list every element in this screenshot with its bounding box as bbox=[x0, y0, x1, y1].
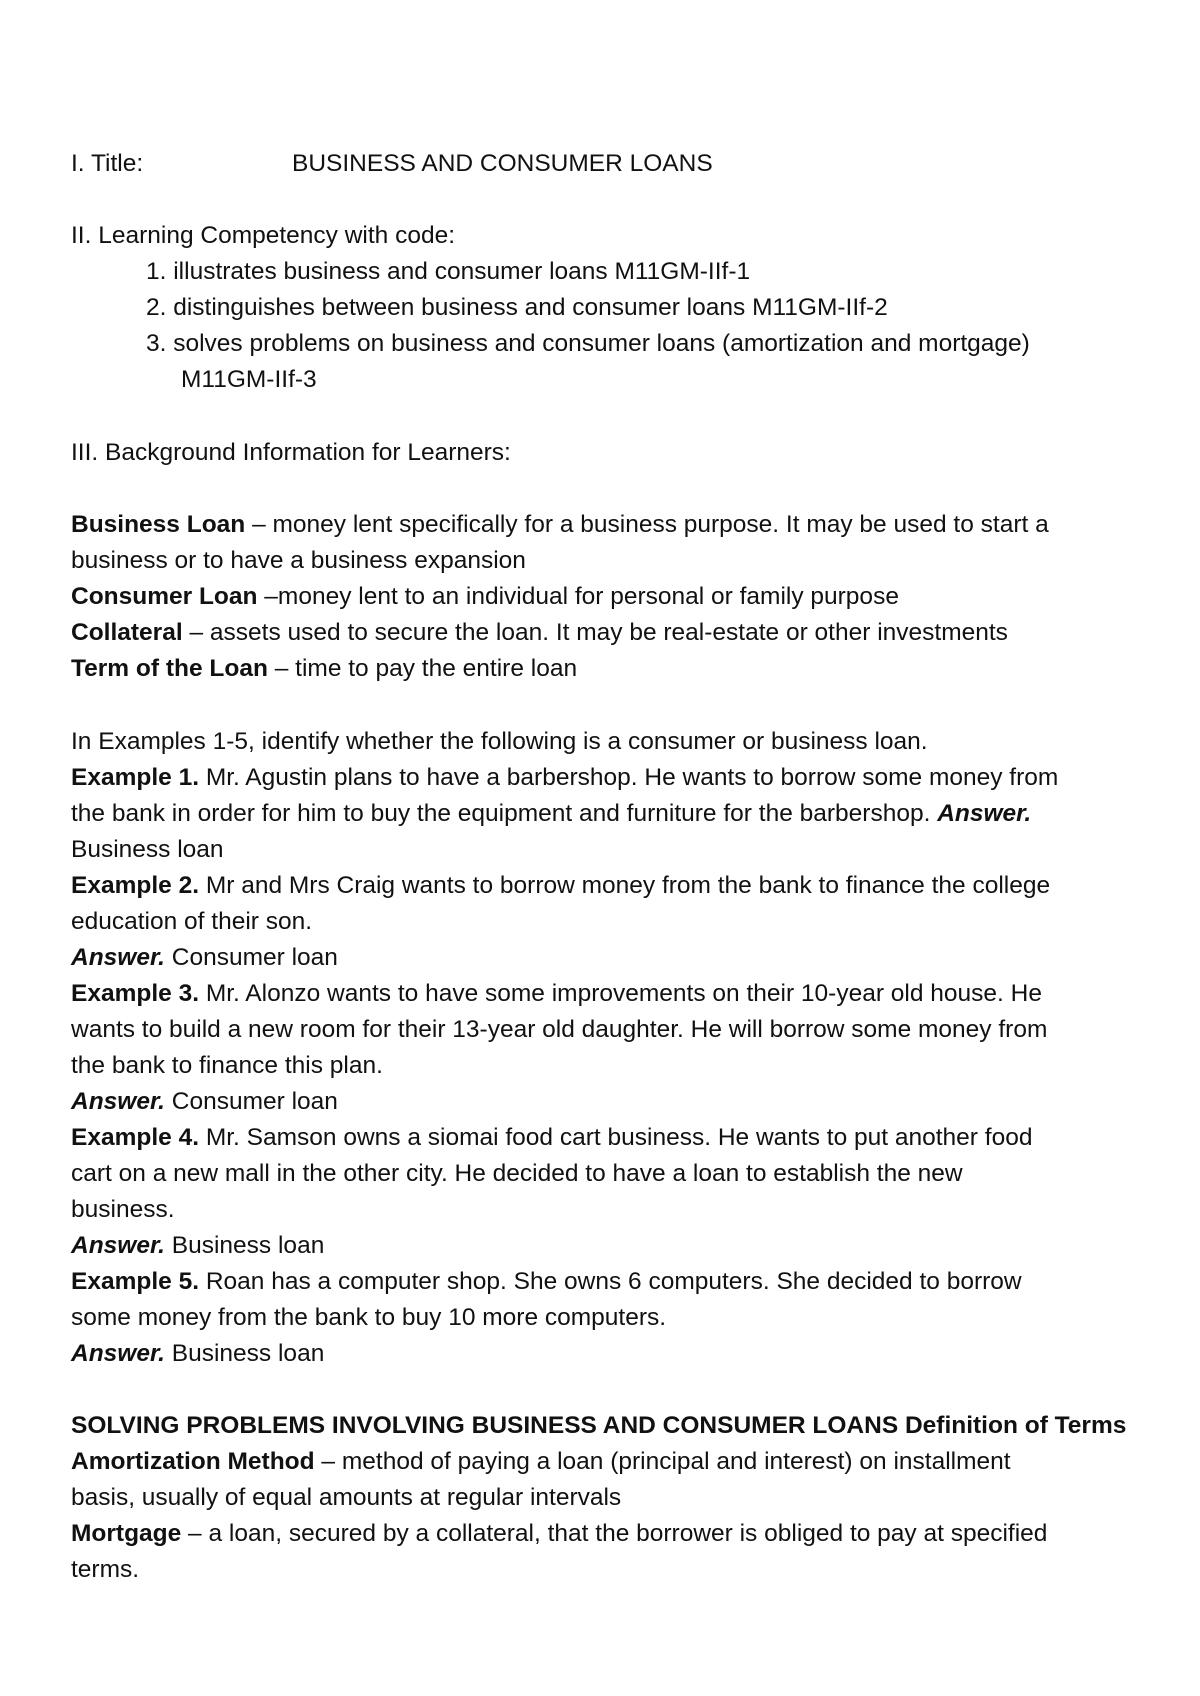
term-label: Mortgage bbox=[71, 1520, 182, 1547]
competency-item: M11GM-IIf-3 bbox=[181, 366, 317, 393]
example-label: Example 5. bbox=[71, 1268, 200, 1295]
example-4-line bbox=[71, 1120, 1032, 1156]
example-1-line bbox=[71, 796, 1031, 832]
example-text: Roan has a computer shop. She owns 6 computers. She decided to borrow bbox=[199, 1268, 1022, 1295]
example-text: Mr. Alonzo wants to have some improvements on their 10-year old house. He bbox=[199, 980, 1042, 1007]
example-5-line: some money from the bank to buy 10 more computers. bbox=[71, 1304, 667, 1331]
example-2-line bbox=[71, 868, 1050, 904]
example-4-line: business. bbox=[71, 1196, 175, 1223]
example-2-line: education of their son. bbox=[71, 908, 313, 935]
example-1-line bbox=[71, 760, 1058, 796]
definition-term bbox=[71, 651, 577, 687]
title-value: BUSINESS AND CONSUMER LOANS bbox=[292, 150, 713, 177]
term-label: Business Loan bbox=[71, 511, 246, 538]
term-text: – a loan, secured by a collateral, that the borrower is obliged to pay at specified bbox=[181, 1520, 1048, 1547]
example-label: Example 4. bbox=[71, 1124, 200, 1151]
example-1-answer: Business loan bbox=[71, 836, 224, 863]
term-text: – money lent specifically for a business purpose. It may be used to start a bbox=[245, 511, 1049, 538]
example-text: Mr. Samson owns a siomai food cart business. He wants to put another food bbox=[199, 1124, 1033, 1151]
answer-text: Business loan bbox=[164, 1340, 325, 1367]
answer-label: Answer. bbox=[71, 1232, 165, 1259]
competency-heading: II. Learning Competency with code: bbox=[71, 222, 456, 249]
example-3-answer bbox=[71, 1084, 338, 1120]
example-4-line: cart on a new mall in the other city. He decided to have a loan to establish the new bbox=[71, 1160, 963, 1187]
definition-amortization bbox=[71, 1444, 1011, 1480]
term-label: Consumer Loan bbox=[71, 583, 258, 610]
example-text: the bank in order for him to buy the equipment and furniture for the barbershop. bbox=[71, 800, 938, 827]
example-label: Example 2. bbox=[71, 872, 200, 899]
answer-label: Answer. bbox=[937, 800, 1032, 827]
example-label: Example 3. bbox=[71, 980, 200, 1007]
term-label: Collateral bbox=[71, 619, 183, 646]
definition-business-loan-cont: business or to have a business expansion bbox=[71, 547, 526, 574]
answer-text: Business loan bbox=[164, 1232, 325, 1259]
examples-intro: In Examples 1-5, identify whether the following is a consumer or business loan. bbox=[71, 728, 928, 755]
definition-collateral bbox=[71, 615, 1008, 651]
section-heading: SOLVING PROBLEMS INVOLVING BUSINESS AND CONSUMER LOANS Definition of Terms bbox=[71, 1412, 1127, 1439]
term-text: – method of paying a loan (principal and interest) on installment bbox=[314, 1448, 1011, 1475]
background-heading: III. Background Information for Learners: bbox=[71, 439, 511, 466]
example-3-line: wants to build a new room for their 13-year old daughter. He will borrow some money from bbox=[71, 1016, 1048, 1043]
answer-label: Answer. bbox=[71, 1340, 165, 1367]
definition-consumer-loan bbox=[71, 579, 899, 615]
definition-amortization-cont: basis, usually of equal amounts at regular intervals bbox=[71, 1484, 622, 1511]
competency-item: 2. distinguishes between business and consumer loans M11GM-IIf-2 bbox=[146, 294, 888, 321]
term-text: – assets used to secure the loan. It may be real-estate or other investments bbox=[182, 619, 1008, 646]
term-text: –money lent to an individual for personal or family purpose bbox=[257, 583, 899, 610]
answer-text: Consumer loan bbox=[164, 944, 338, 971]
competency-item: 3. solves problems on business and consumer loans (amortization and mortgage) bbox=[146, 330, 1030, 357]
example-4-answer bbox=[71, 1228, 324, 1264]
example-2-answer bbox=[71, 940, 338, 976]
example-label: Example 1. bbox=[71, 764, 200, 791]
term-text: – time to pay the entire loan bbox=[267, 655, 578, 682]
example-5-answer bbox=[71, 1336, 324, 1372]
answer-text: Consumer loan bbox=[164, 1088, 338, 1115]
answer-label: Answer. bbox=[71, 1088, 165, 1115]
term-label: Term of the Loan bbox=[71, 655, 268, 682]
definition-mortgage-cont: terms. bbox=[71, 1556, 140, 1583]
example-text: Mr. Agustin plans to have a barbershop. He wants to borrow some money from bbox=[199, 764, 1059, 791]
definition-business-loan bbox=[71, 507, 1049, 543]
title-label: I. Title: bbox=[71, 150, 144, 177]
example-5-line bbox=[71, 1264, 1022, 1300]
answer-label: Answer. bbox=[71, 944, 165, 971]
example-3-line bbox=[71, 976, 1042, 1012]
definition-mortgage bbox=[71, 1516, 1047, 1552]
competency-item: 1. illustrates business and consumer loans M11GM-IIf-1 bbox=[146, 258, 751, 285]
example-3-line: the bank to finance this plan. bbox=[71, 1052, 383, 1079]
example-text: Mr and Mrs Craig wants to borrow money from the bank to finance the college bbox=[199, 872, 1051, 899]
term-label: Amortization Method bbox=[71, 1448, 315, 1475]
